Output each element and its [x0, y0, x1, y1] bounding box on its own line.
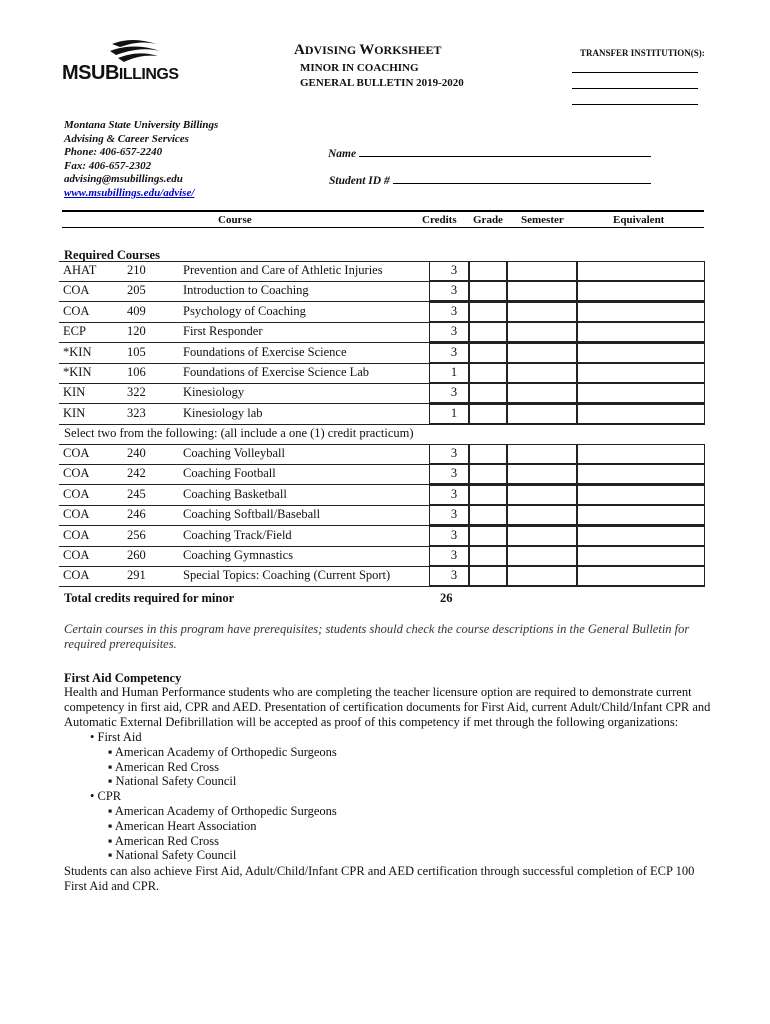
row-divider [59, 444, 705, 445]
course-dept: *KIN [63, 365, 92, 379]
course-number: 242 [127, 466, 146, 481]
equivalent-input[interactable] [577, 281, 705, 301]
course-credits: 3 [450, 324, 458, 339]
course-dept: COA [63, 507, 90, 522]
equivalent-input[interactable] [577, 526, 705, 546]
list-item: ▪ National Safety Council [108, 848, 237, 863]
subtitle-minor: MINOR IN COACHING [300, 62, 419, 74]
course-number: 246 [127, 507, 146, 522]
course-title: Psychology of Coaching [183, 303, 306, 318]
table-header-bottom-rule [62, 227, 704, 228]
course-title: Coaching Volleyball [183, 446, 285, 460]
course-credits: 3 [450, 507, 458, 522]
col-equivalent: Equivalent [613, 214, 665, 226]
grade-input[interactable] [469, 261, 507, 281]
table-row [59, 404, 705, 424]
list-heading-item: • CPR [90, 789, 122, 804]
course-number: 291 [127, 568, 146, 583]
grade-input[interactable] [469, 363, 507, 383]
col-grade: Grade [473, 214, 503, 226]
table-row [59, 383, 705, 403]
semester-input[interactable] [507, 526, 577, 546]
equivalent-input[interactable] [577, 383, 705, 403]
student-id-label: Student ID # [329, 175, 390, 187]
contact-office: Advising & Career Services [64, 132, 189, 145]
course-number: 210 [127, 263, 146, 277]
course-credits: 3 [450, 303, 458, 318]
course-title: Prevention and Care of Athletic Injuries [183, 263, 383, 277]
course-number: 409 [127, 303, 146, 318]
grade-input[interactable] [469, 546, 507, 566]
course-dept: COA [63, 303, 90, 318]
course-number: 260 [127, 548, 146, 562]
select-two-note: Select two from the following: (all include a one (1) credit practicum) [64, 426, 414, 440]
equivalent-input[interactable] [577, 322, 705, 342]
contact-university: Montana State University Billings [64, 119, 219, 131]
table-row [59, 464, 705, 484]
credits-cell [429, 383, 469, 403]
equivalent-input[interactable] [577, 546, 705, 566]
course-dept: COA [63, 548, 90, 562]
credits-cell [429, 464, 469, 484]
table-row [59, 343, 705, 363]
grade-input[interactable] [469, 322, 507, 342]
credits-cell [429, 404, 469, 424]
credits-cell [429, 444, 469, 464]
course-number: 205 [127, 283, 146, 298]
semester-input[interactable] [507, 404, 577, 424]
grade-input[interactable] [469, 526, 507, 546]
subtitle-bulletin: GENERAL BULLETIN 2019-2020 [300, 77, 464, 89]
grade-input[interactable] [469, 485, 507, 505]
list-item: ▪ American Heart Association [108, 818, 257, 833]
course-credits: 3 [450, 283, 458, 298]
course-number: 105 [127, 344, 146, 359]
credits-cell [429, 505, 469, 525]
page-title: ADVISING WORKSHEET [294, 42, 442, 58]
credits-cell [429, 322, 469, 342]
equivalent-input[interactable] [577, 485, 705, 505]
course-title: Introduction to Coaching [183, 283, 309, 298]
contact-block [64, 119, 218, 201]
semester-input[interactable] [507, 464, 577, 484]
course-number: 322 [127, 385, 146, 400]
course-number: 106 [127, 365, 146, 379]
course-number: 245 [127, 486, 146, 501]
table-row [59, 281, 705, 301]
course-title: Foundations of Exercise Science Lab [183, 365, 370, 379]
course-dept: COA [63, 568, 90, 583]
grade-input[interactable] [469, 444, 507, 464]
course-dept: COA [63, 446, 90, 460]
name-label: Name [328, 148, 357, 160]
course-title: Kinesiology [183, 385, 245, 400]
grade-input[interactable] [469, 404, 507, 424]
transfer-line-1[interactable] [572, 72, 698, 73]
semester-input[interactable] [507, 546, 577, 566]
table-row [59, 322, 705, 342]
course-credits: 3 [450, 446, 458, 460]
name-field [328, 146, 651, 160]
equivalent-input[interactable] [577, 404, 705, 424]
transfer-institution-label: TRANSFER INSTITUTION(S): [580, 48, 705, 58]
course-number: 323 [127, 405, 146, 420]
equivalent-input[interactable] [577, 505, 705, 525]
semester-input[interactable] [507, 444, 577, 464]
course-credits: 1 [450, 365, 458, 379]
table-row [59, 302, 705, 322]
transfer-line-3[interactable] [572, 104, 698, 105]
first-aid-body: Health and Human Performance students who are completing the teacher licensure option are required to demonstrate current competency in first aid, CPR and AED. Presentation of certification documents for First Aid, current Adult/Child/Infant CPR and Automatic External Defibrillation will be accepted as proof of this competency if met through the following organizations: [64, 685, 711, 729]
course-title: First Responder [183, 324, 263, 339]
list-item: ▪ American Academy of Orthopedic Surgeons [108, 804, 337, 818]
course-credits: 1 [450, 405, 458, 420]
semester-input[interactable] [507, 322, 577, 342]
name-input-line[interactable] [359, 146, 651, 157]
course-dept: ECP [63, 324, 86, 339]
course-number: 256 [127, 527, 146, 542]
credits-cell [429, 485, 469, 505]
grade-input[interactable] [469, 343, 507, 363]
course-dept: KIN [63, 385, 86, 400]
credits-cell [429, 363, 469, 383]
course-dept: KIN [63, 405, 86, 420]
course-dept: COA [63, 283, 90, 298]
course-title: Coaching Basketball [183, 486, 287, 501]
credits-cell [429, 546, 469, 566]
course-title: Coaching Football [183, 466, 276, 481]
total-credits-label: Total credits required for minor [64, 591, 235, 605]
required-courses-label: Required Courses [64, 248, 160, 262]
equivalent-input[interactable] [577, 444, 705, 464]
credits-cell [429, 281, 469, 301]
course-credits: 3 [450, 527, 458, 542]
course-credits: 3 [450, 486, 458, 501]
credits-cell [429, 566, 469, 586]
course-credits: 3 [450, 568, 458, 583]
student-id-field [329, 173, 651, 187]
course-credits: 3 [450, 466, 458, 481]
semester-input[interactable] [507, 302, 577, 322]
course-number: 240 [127, 446, 146, 460]
course-number: 120 [127, 324, 146, 339]
msu-billings-logo [62, 38, 212, 88]
grade-input[interactable] [469, 464, 507, 484]
col-course: Course [218, 214, 252, 226]
semester-input[interactable] [507, 281, 577, 301]
advise-link[interactable]: www.msubillings.edu/advise/ [64, 186, 195, 199]
course-credits: 3 [450, 548, 458, 562]
list-item: ▪ American Red Cross [108, 833, 220, 848]
prerequisite-note: Certain courses in this program have prerequisites; students should check the course descriptions in the General Bulletin for required prerequisites. [64, 622, 690, 651]
list-item: ▪ National Safety Council [108, 774, 237, 789]
semester-input[interactable] [507, 363, 577, 383]
grade-input[interactable] [469, 302, 507, 322]
course-title: Coaching Track/Field [183, 527, 292, 542]
first-aid-closing: Students can also achieve First Aid, Adult/Child/Infant CPR and AED certification through successful completion of ECP 100 First Aid and CPR. [64, 864, 695, 893]
course-dept: *KIN [63, 344, 92, 359]
student-id-input-line[interactable] [393, 173, 651, 184]
row-divider [59, 261, 705, 262]
equivalent-input[interactable] [577, 261, 705, 281]
list-item: ▪ American Red Cross [108, 759, 220, 774]
equivalent-input[interactable] [577, 343, 705, 363]
course-dept: AHAT [63, 263, 97, 277]
course-credits: 3 [450, 263, 458, 277]
course-credits: 3 [450, 385, 458, 400]
table-row [59, 261, 705, 281]
table-row [59, 526, 705, 546]
first-aid-heading: First Aid Competency [64, 671, 182, 685]
semester-input[interactable] [507, 505, 577, 525]
grade-input[interactable] [469, 281, 507, 301]
table-header-top-rule [62, 210, 704, 212]
logo-wordmark: MSUBILLINGS [62, 62, 179, 84]
equivalent-input[interactable] [577, 302, 705, 322]
table-row [59, 485, 705, 505]
course-title: Foundations of Exercise Science [183, 344, 347, 359]
course-title: Special Topics: Coaching (Current Sport) [183, 568, 391, 583]
credits-cell [429, 343, 469, 363]
equivalent-input[interactable] [577, 464, 705, 484]
logo-swoosh-icon [110, 38, 162, 64]
table-row [59, 546, 705, 566]
semester-input[interactable] [507, 261, 577, 281]
grade-input[interactable] [469, 566, 507, 586]
equivalent-input[interactable] [577, 566, 705, 586]
total-credits-value: 26 [440, 591, 453, 605]
semester-input[interactable] [507, 343, 577, 363]
credits-cell [429, 261, 469, 281]
contact-phone: Phone: 406-657-2240 [64, 146, 163, 159]
semester-input[interactable] [507, 566, 577, 586]
col-credits: Credits [422, 214, 457, 226]
row-divider [59, 424, 705, 425]
table-row [59, 444, 705, 464]
transfer-line-2[interactable] [572, 88, 698, 89]
contact-fax: Fax: 406-657-2302 [64, 159, 152, 172]
semester-input[interactable] [507, 485, 577, 505]
equivalent-input[interactable] [577, 363, 705, 383]
course-title: Kinesiology lab [183, 405, 263, 420]
table-row [59, 363, 705, 383]
table-row [59, 505, 705, 525]
grade-input[interactable] [469, 383, 507, 403]
course-dept: COA [63, 486, 90, 501]
grade-input[interactable] [469, 505, 507, 525]
credits-cell [429, 302, 469, 322]
list-item: ▪ American Academy of Orthopedic Surgeons [108, 744, 337, 759]
table-row [59, 566, 705, 586]
semester-input[interactable] [507, 383, 577, 403]
col-semester: Semester [521, 214, 564, 226]
course-title: Coaching Softball/Baseball [183, 507, 321, 522]
course-title: Coaching Gymnastics [183, 548, 294, 562]
course-dept: COA [63, 527, 90, 542]
row-divider [59, 586, 705, 587]
course-dept: COA [63, 466, 90, 481]
list-heading-item: • First Aid [90, 730, 142, 744]
credits-cell [429, 526, 469, 546]
course-credits: 3 [450, 344, 458, 359]
contact-email: advising@msubillings.edu [64, 173, 183, 186]
